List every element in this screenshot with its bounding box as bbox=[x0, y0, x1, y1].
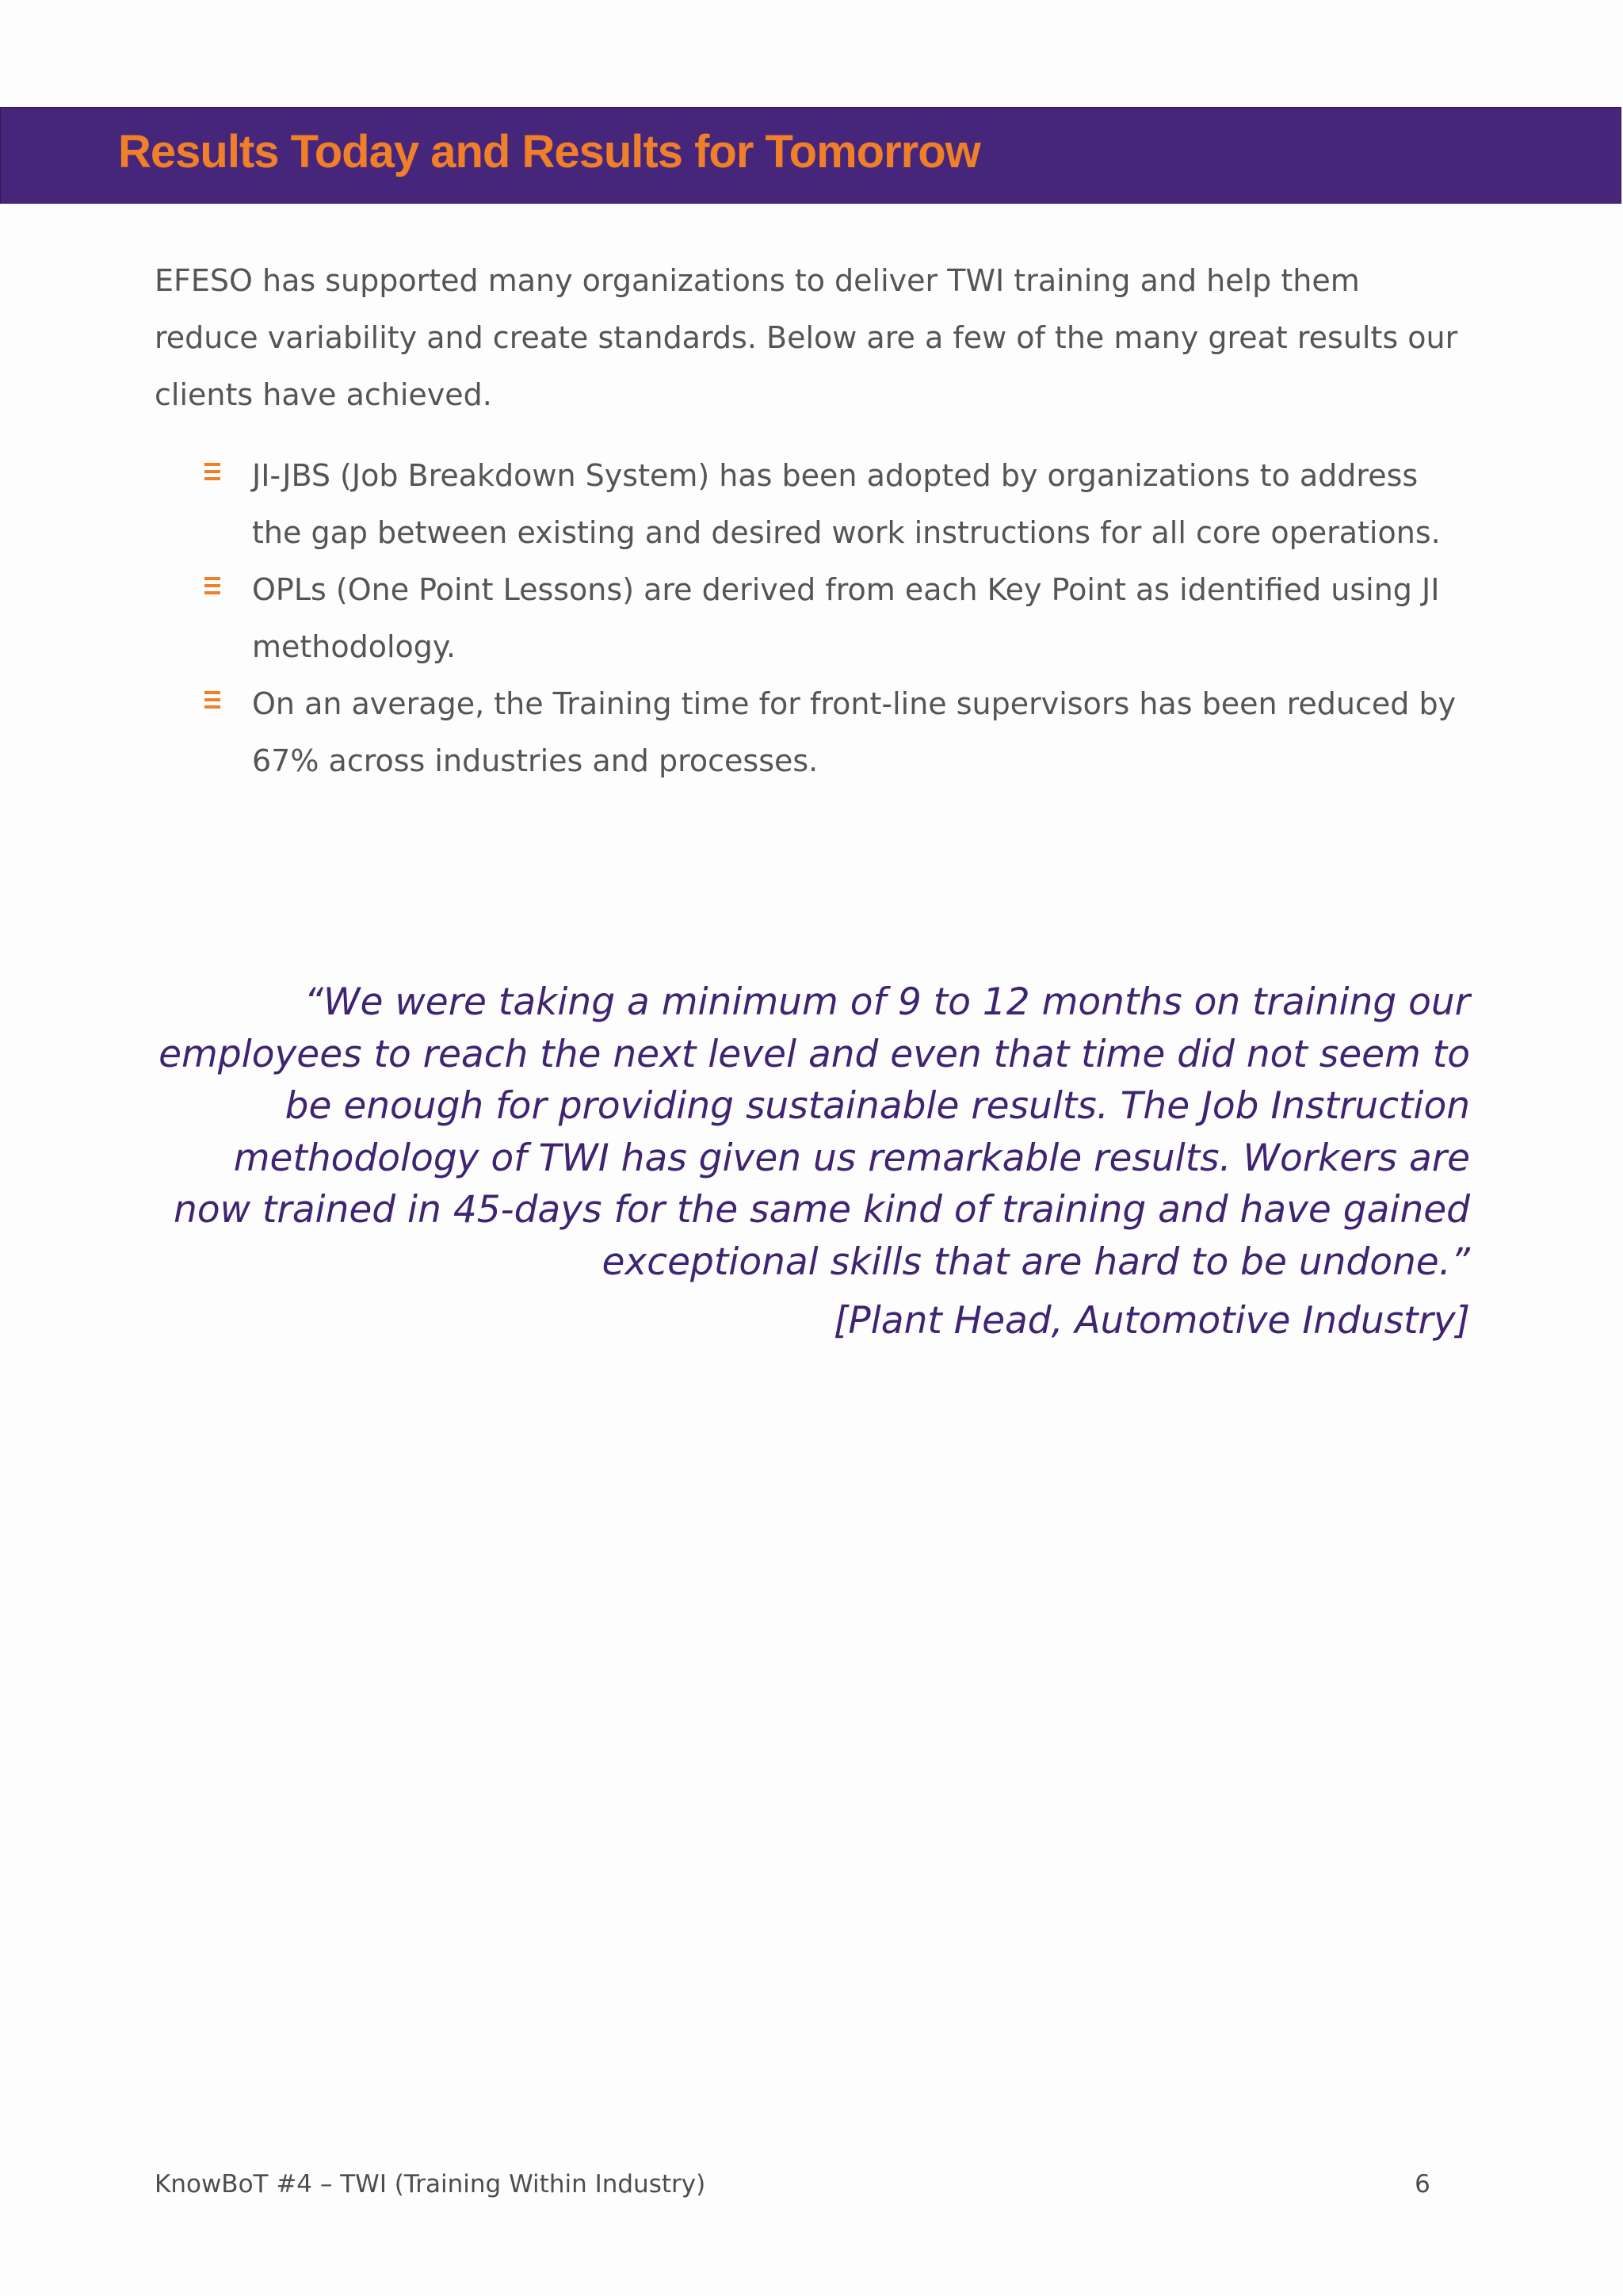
bullet-text: On an average, the Training time for front-line supervisors has been reduced by 67% across industries and processes. bbox=[252, 686, 1457, 778]
bullet-item bbox=[204, 561, 1465, 675]
list-lines-icon bbox=[204, 691, 220, 710]
bullet-item bbox=[204, 447, 1465, 561]
testimonial-attribution: [Plant Head, Automotive Industry] bbox=[834, 1299, 1470, 1343]
bullet-text: OPLs (One Point Lessons) are derived from each Key Point as identified using JI methodology. bbox=[252, 572, 1440, 664]
section-header-banner bbox=[0, 107, 1621, 204]
intro-paragraph: EFESO has supported many organizations to deliver TWI training and help them reduce variability and create standards. Below are a few of the many great results our clients have achieved. bbox=[155, 263, 1458, 412]
testimonial-quote: “We were taking a minimum of 9 to 12 months on training our employees to reach the next level and even that time did not seem to be enough for providing sustainable results. The Job Instruction methodology of TWI has given us remarkable results. Workers are now trained in 45-days for the same kind of training and have gained exceptional skills that are hard to be undone.” bbox=[158, 980, 1470, 1284]
footer-page-number: 6 bbox=[1415, 2170, 1430, 2199]
footer-document-title: KnowBoT #4 – TWI (Training Within Industry) bbox=[155, 2170, 706, 2199]
section-title: Results Today and Results for Tomorrow bbox=[118, 126, 980, 178]
list-lines-icon bbox=[204, 577, 220, 596]
bullet-item bbox=[204, 675, 1465, 789]
results-bullet-list bbox=[204, 447, 1465, 789]
list-lines-icon bbox=[204, 463, 220, 482]
bullet-text: JI-JBS (Job Breakdown System) has been adopted by organizations to address the gap between existing and desired work instructions for all core operations. bbox=[252, 458, 1441, 550]
